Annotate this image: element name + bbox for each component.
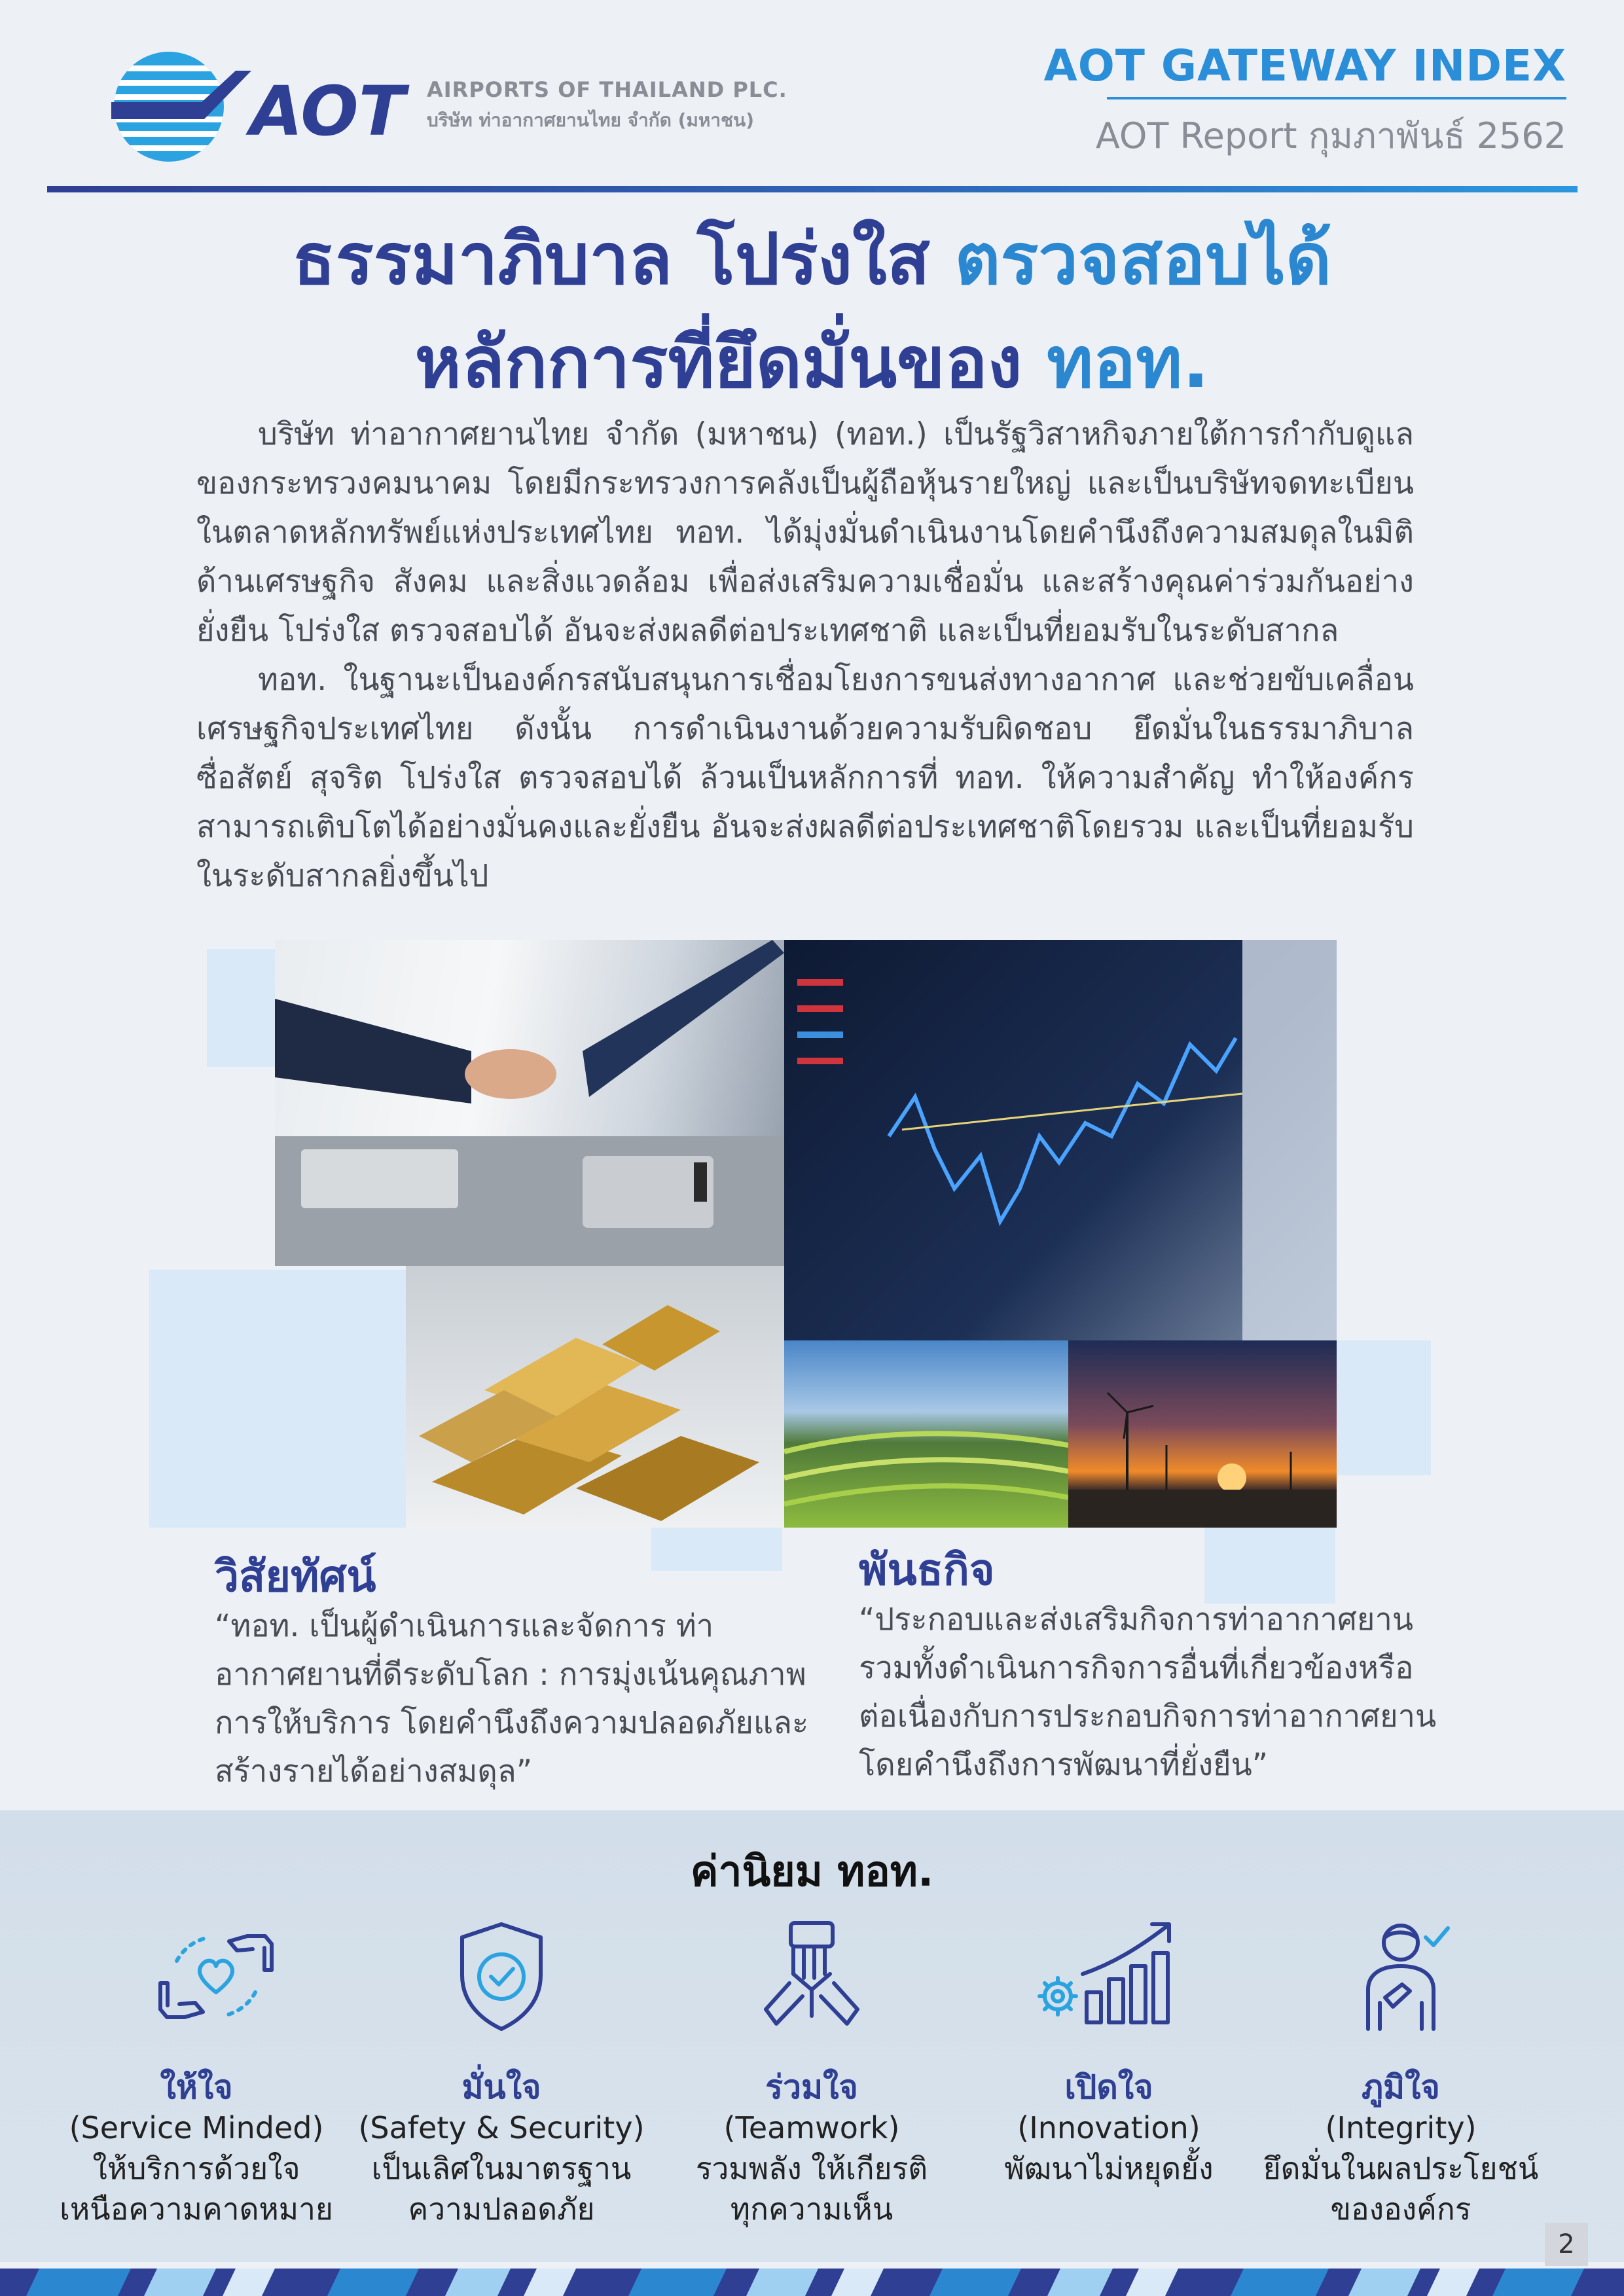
value-english: (Integrity) [1325,2110,1477,2145]
decor-square [1334,1340,1431,1475]
value-desc-line-2: เหนือความคาดหมาย [60,2191,333,2227]
report-label: AOT Report กุมภาพันธ์ 2562 [1095,115,1566,156]
value-item-integrity [1250,2067,1551,2229]
page-number: 2 [1545,2223,1588,2266]
value-desc-line-2: ทุกความเห็น [730,2191,893,2227]
value-desc-line-1: ให้บริการด้วยใจ [92,2151,300,2186]
header-divider [47,186,1578,192]
index-title: AOT GATEWAY INDEX [1043,41,1566,91]
company-name-th: บริษัท ท่าอากาศยานไทย จำกัด (มหาชน) [427,109,754,131]
values-heading: ค่านิยม ทอท. [690,1848,934,1896]
value-item-service-minded [46,2067,347,2229]
value-english: (Safety & Security) [358,2110,645,2145]
mission-heading: พันธกิจ [859,1545,995,1595]
value-desc-line-1: รวมพลัง ให้เกียรติ [695,2151,928,2186]
person-pledge-icon [1317,1911,1487,2042]
value-english: (Teamwork) [723,2110,900,2145]
decor-square [207,949,279,1067]
svg-text:AOT: AOT [250,71,405,151]
value-desc-line-1: เป็นเลิศในมาตรฐาน [371,2151,632,2186]
value-title: ร่วมใจ [765,2068,858,2106]
teamwork-hands-icon [727,1911,897,2042]
value-title: มั่นใจ [461,2068,541,2106]
intro-text [196,410,1414,901]
value-title: ให้ใจ [160,2068,233,2106]
gold-bars-photo [406,1266,784,1528]
page-title-line-1 [0,217,1624,302]
shield-check-icon [416,1911,586,2042]
title-line-1-blue: ตรวจสอบได้ [954,219,1332,300]
intro-paragraph-1: บริษัท ท่าอากาศยานไทย จำกัด (มหาชน) (ทอท.) เป็นรัฐวิสาหกิจภายใต้การกำกับดูแลของกระทรวงคมนาคม โดยมีกระทรวงการคลังเป็นผู้ถือหุ้นรายใหญ่ และเป็นบริษัทจดทะเบียนในตลาดหลักทรัพย์แห่งประเทศไทย ทอท. ได้มุ่งมั่นดำเนินงานโดยคำนึงถึงความสมดุลในมิติด้านเศรษฐกิจ สังคม และสิ่งแวดล้อม เพื่อส่งเสริมความเชื่อมั่น และสร้างคุณค่าร่วมกันอย่างยั่งยืน โปร่งใส ตรวจสอบได้ อันจะส่งผลดีต่อประเทศชาติ และเป็นที่ยอมรับในระดับสากล [196,416,1414,649]
page-title-line-2 [0,321,1624,406]
value-desc-line-2: ความปลอดภัย [408,2191,595,2227]
value-title: ภูมิใจ [1362,2068,1440,2106]
rice-terraces-photo [784,1340,1068,1528]
title-line-2-blue: ทอท. [1047,322,1210,404]
value-title: เปิดใจ [1064,2068,1153,2106]
aot-logo-mark-icon [111,51,412,162]
gold-bars-illustration [406,1266,784,1528]
footer-stripes-decoration [0,2269,1624,2296]
stock-chart-photo [784,940,1337,1340]
footer-stripe-bar [0,2269,1624,2296]
value-item-innovation [958,2067,1259,2189]
terraces-illustration [784,1340,1068,1528]
mission-text: “ประกอบและส่งเสริมกิจการท่าอากาศยาน รวมทั้งดำเนินการกิจการอื่นที่เกี่ยวข้องหรือต่อเนื่องกับการประกอบกิจการท่าอากาศยาน โดยคำนึงถึงการพัฒนาที่ยั่งยืน” [859,1602,1437,1783]
intro-paragraph-2: ทอท. ในฐานะเป็นองค์กรสนับสนุนการเชื่อมโยงการขนส่งทางอากาศ และช่วยขับเคลื่อนเศรษฐกิจประเทศไทย ดังนั้น การดำเนินงานด้วยความรับผิดชอบ ยึดมั่นในธรรมาภิบาล ซื่อสัตย์ สุจริต โปร่งใส ตรวจสอบได้ ล้วนเป็นหลักการที่ ทอท. ให้ความสำคัญ ทำให้องค์กรสามารถเติบโตได้อย่างมั่นคงและยั่งยืน อันจะส่งผลดีต่อประเทศชาติโดยรวม และเป็นที่ยอมรับในระดับสากลยิ่งขึ้นไป [196,662,1414,894]
value-item-teamwork [661,2067,962,2229]
value-item-safety-security [351,2067,652,2229]
aot-logo [111,51,412,162]
handshake-illustration [275,940,784,1266]
value-english: (Innovation) [1017,2110,1200,2145]
handshake-photo [275,940,784,1266]
gear-growth-chart-icon [1028,1911,1198,2042]
value-desc-line-2: ขององค์กร [1330,2191,1471,2227]
value-english: (Service Minded) [69,2110,324,2145]
value-desc-line-1: ยึดมั่นในผลประโยชน์ [1263,2151,1539,2186]
turbines-illustration [1068,1340,1337,1528]
vision-heading: วิสัยทัศน์ [215,1551,376,1602]
wind-turbine-sunset-photo [1068,1340,1337,1528]
company-name-en: AIRPORTS OF THAILAND PLC. [427,77,787,102]
title-line-2-navy: หลักการที่ยึดมั่นของ [414,322,1047,404]
title-line-1-navy: ธรรมาภิบาล โปร่งใส [292,219,955,300]
caring-hands-heart-icon [131,1911,301,2042]
value-desc-line-1: พัฒนาไม่หยุดยั้ง [1004,2151,1214,2186]
candlestick-illustration [784,940,1337,1340]
vision-text: “ทอท. เป็นผู้ดำเนินการและจัดการ ท่าอากาศยานที่ดีระดับโลก : การมุ่งเน้นคุณภาพการให้บริการ โดยคำนึงถึงความปลอดภัยและสร้างรายได้อย่างสมดุล” [215,1608,809,1789]
decor-square [149,1270,406,1528]
photo-collage [0,929,1624,1649]
index-title-underline [1107,97,1566,99]
